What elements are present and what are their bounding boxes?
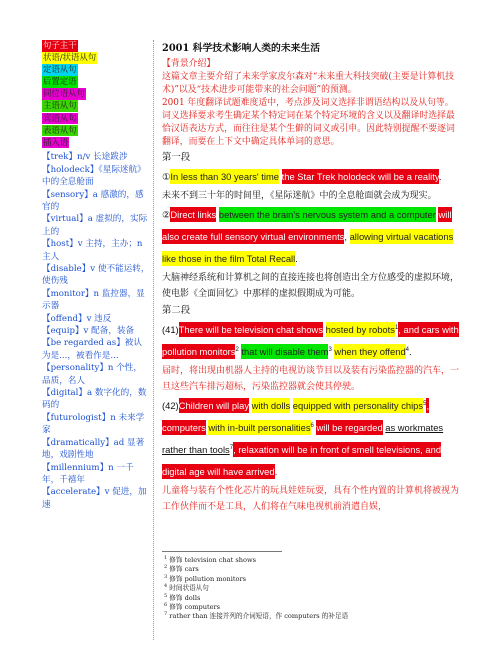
paragraph-1-heading: 第一段 <box>162 152 191 163</box>
footnote <box>164 556 454 565</box>
legend-item-postpositive-attributive: 后置定语 <box>43 76 77 87</box>
vocab-item: 【digital】a 数字化的，数码的 <box>42 388 147 411</box>
punctuation: . <box>409 346 412 357</box>
main-clause: will be regarded <box>316 422 383 433</box>
punctuation: . <box>295 253 298 264</box>
paragraph-1-translation-2: 大脑神经系统和计算机之间的直接连接也将创造出全方位感受的虚拟环境，使电影《全面回忆》中那样的虚拟假期成为可能。 <box>162 273 460 299</box>
vocab-item: 【be regarded as】被认为是...，被看作是... <box>42 338 142 361</box>
paragraph-2-translation-41: 届时，将出现由机器人主持的电视访谈节目以及装有污染监控器的汽车，一旦这些汽车排污超标，污染监控器就会使其停驶。 <box>162 366 460 392</box>
sentence-number: (41) <box>162 324 179 335</box>
adverbial-clause: when they offend <box>334 346 406 357</box>
footnote-ref: 7 <box>229 444 234 451</box>
sentence-number: ② <box>162 209 171 220</box>
paragraph-1-sentence-2 <box>162 204 462 270</box>
main-clause: the Star Trek holodeck will be a reality <box>281 171 439 182</box>
complement-phrase: as workmates rather than tools <box>162 422 444 455</box>
vocab-item: 【disable】v 使不能运转，使伤残 <box>42 264 150 287</box>
footnote-separator <box>162 551 282 552</box>
legend-item-predicative-clause: 表语从句 <box>43 124 77 135</box>
vocab-item: 【accelerate】v 促进，加速 <box>42 487 147 510</box>
main-clause: Direct links <box>170 209 217 220</box>
vocab-item: 【sensory】a 感激的，感官的 <box>42 189 144 212</box>
punctuation: , <box>426 400 430 411</box>
paragraph-2-sentence-42 <box>162 395 462 483</box>
postpositive-attributive: between the brain's nervous system and a computer <box>218 209 436 220</box>
adverbial-phrase: allowing virtual vacations like those in the film Total Recall <box>162 231 454 264</box>
legend-item-main-clause: 句子主干 <box>43 40 77 50</box>
paragraph-1-translation-1: 未来不到三十年的时间里，《星际迷航》中的全息舱面就会成为现实。 <box>162 191 437 201</box>
paragraph-2-heading: 第二段 <box>162 305 191 316</box>
main-clause: computers <box>162 422 206 433</box>
paragraph-2-translation-42: 儿童将与装有个性化芯片的玩具娃娃玩耍，具有个性内置的计算机将被视为工作伙伴而不是工具，人们将在气味电视机前消遣自娱， <box>162 486 460 512</box>
vocab-item: 【host】v 主持，主办；n 主人 <box>42 239 143 262</box>
footnote <box>164 565 454 574</box>
footnote <box>164 612 454 621</box>
color-legend <box>42 40 150 148</box>
footnote <box>164 584 454 593</box>
postpositive-attributive: with in-built personalities <box>208 422 311 433</box>
legend-item-attributive-clause: 定语从句 <box>43 64 77 75</box>
footnote-text: 修饰 dolls <box>169 593 201 602</box>
adverbial-phrase: In less than 30 years' time <box>170 171 280 182</box>
postpositive-attributive: equipped with personality chips <box>292 400 424 411</box>
footnote-text: 修饰 pollution monitors <box>169 574 247 583</box>
footnote-ref: 1 <box>394 324 399 331</box>
punctuation: , <box>233 444 239 455</box>
vocab-list <box>42 151 150 511</box>
vocab-item: 【equip】v 配备，装备 <box>42 326 135 337</box>
footnote-ref: 5 <box>423 400 427 407</box>
background-intro <box>162 58 462 149</box>
intro-paragraph-2: 2001 年度翻译试题难度适中，考点涉及词义选择非谓语结构以及从句等。词义选择要求考生确定某个特定词在某个特定环境的含义以及翻译时选择最恰汉语表达方式，而往往是某个生僻的词义或引申。因此特别提醒不要逐词翻译，而要在上下文中确定具体单词的意思。 <box>162 98 455 147</box>
page-title: 2001 科学技术影响人类的未来生活 <box>162 43 321 54</box>
footnote-ref: 4 <box>405 346 410 353</box>
footnote-ref: 2 <box>235 346 239 353</box>
column-divider <box>153 40 154 640</box>
footnote-number: 7 <box>164 611 168 618</box>
vocab-item: 【dramatically】ad 显著地，戏剧性地 <box>42 437 145 461</box>
footnote-number: 2 <box>164 564 168 571</box>
attributive-clause: that will disable them <box>241 346 329 357</box>
footnote-text: 修饰 television chat shows <box>169 556 257 564</box>
footnote-number: 6 <box>164 601 168 608</box>
paragraph-1-sentence-1 <box>162 166 462 188</box>
footnote-text: 修饰 computers <box>169 603 221 612</box>
punctuation: . <box>438 171 442 182</box>
punctuation: , <box>398 324 404 335</box>
footnote-number: 5 <box>164 592 168 599</box>
main-clause: and digital age will have arrived <box>162 444 442 477</box>
vocab-item: 【personality】n 个性，品质，名人 <box>42 363 142 386</box>
legend-item-parenthesis: 插入语 <box>43 136 69 147</box>
punctuation: . <box>274 466 278 477</box>
footnote <box>164 575 454 584</box>
main-clause: will also create full sensory virtual environments <box>162 209 452 242</box>
main-clause: There will be television chat shows <box>178 324 324 335</box>
sidebar <box>42 40 150 511</box>
main-clause: relaxation will be in front of smell televisions <box>238 444 421 455</box>
punctuation: , <box>420 444 426 455</box>
legend-item-subject-clause: 主语从句 <box>43 100 77 111</box>
intro-heading: 【背景介绍】 <box>162 59 216 69</box>
main-content <box>162 42 462 515</box>
punctuation: , <box>344 231 350 242</box>
footnote-number: 3 <box>164 573 168 580</box>
vocab-item: 【trek】n/v 长途跋涉 <box>42 152 128 163</box>
main-clause: and cars with pollution monitors <box>162 324 459 357</box>
footnote-number: 4 <box>164 583 168 590</box>
intro-paragraph-1: 这篇文章主要介绍了未来学家皮尔森对“未来重大科技突破(主要是计算机技术)”以及“技术进步可能带来的社会问题”的预测。 <box>162 72 454 95</box>
legend-item-object-clause: 宾语从句 <box>43 112 77 123</box>
footnote-text: rather than 连接并列的介词短语，作 computers 的补足语 <box>169 612 349 621</box>
vocab-item: 【offend】v 违反 <box>42 313 112 324</box>
vocab-item: 【holodeck】《星际迷航》中的全息舱面 <box>42 164 146 188</box>
vocab-item: 【virtual】a 虚拟的，实际上的 <box>42 214 148 237</box>
footnote-ref: 6 <box>310 422 314 429</box>
sentence-number: ① <box>162 171 171 182</box>
footnote-ref: 3 <box>328 346 332 353</box>
footnote-text: 修饰 cars <box>169 565 199 574</box>
vocab-item: 【millennium】n 一千年，千禧年 <box>42 462 134 485</box>
footnotes <box>164 556 454 622</box>
vocab-item: 【futurologist】n 未来学家 <box>42 412 145 436</box>
footnote <box>164 594 454 603</box>
paragraph-2-sentence-41 <box>162 319 462 363</box>
footnote-number: 1 <box>164 554 168 561</box>
sentence-number: (42) <box>162 400 179 411</box>
adverbial-phrase: with dolls <box>251 400 291 411</box>
postpositive-attributive: hosted by robots <box>325 324 395 335</box>
footnote-text: 时间状语从句 <box>169 584 209 593</box>
main-clause: Children will play <box>178 400 250 411</box>
legend-item-adverbial: 状语/状语从句 <box>43 52 97 63</box>
vocab-item: 【monitor】n 监控器，显示器 <box>42 288 145 312</box>
legend-item-appositive-clause: 同位语从句 <box>43 88 85 99</box>
